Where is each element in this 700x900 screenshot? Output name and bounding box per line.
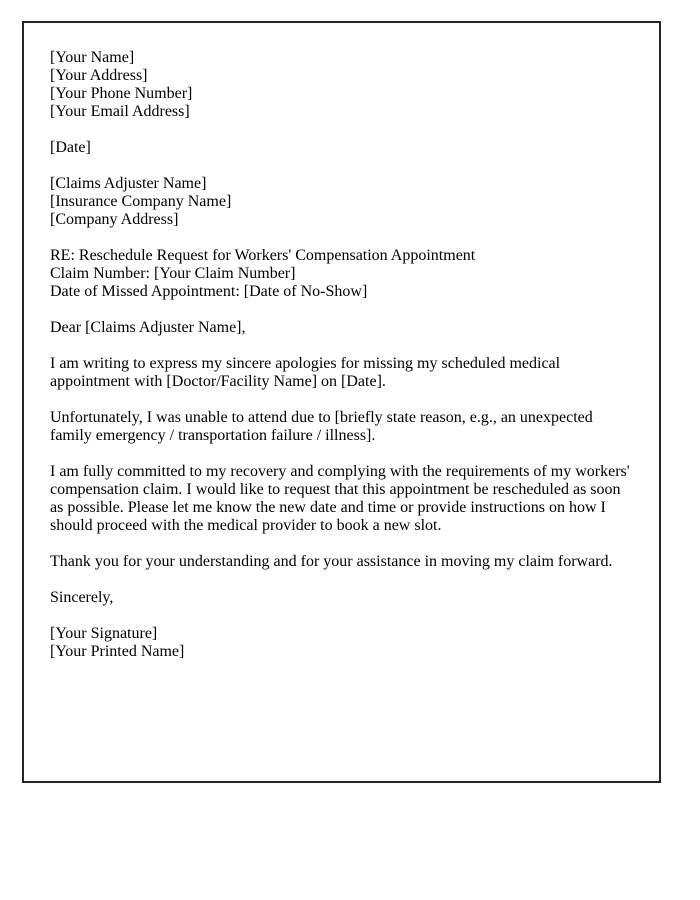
subject-block (50, 247, 633, 301)
printed-name-line: [Your Printed Name] (50, 643, 185, 660)
recipient-address-line: [Company Address] (50, 211, 179, 228)
body-paragraph-apology: I am writing to express my sincere apologies for missing my scheduled medical appointment with [Doctor/Facility Name] on [Date]. (50, 355, 561, 390)
recipient-company-line: [Insurance Company Name] (50, 193, 232, 210)
subject-re-line: RE: Reschedule Request for Workers' Compensation Appointment (50, 247, 476, 264)
subject-claim-number-line: Claim Number: [Your Claim Number] (50, 265, 296, 282)
sender-address-line: [Your Address] (50, 67, 148, 84)
body-paragraph-reason: Unfortunately, I was unable to attend due to [briefly state reason, e.g., an unexpected family emergency / transportation failure / illness]. (50, 409, 593, 444)
body-paragraph-thanks: Thank you for your understanding and for your assistance in moving my claim forward. (50, 553, 613, 570)
sender-name-line: [Your Name] (50, 49, 135, 66)
subject-missed-date-line: Date of Missed Appointment: [Date of No-Show] (50, 283, 368, 300)
body-paragraph-reschedule-request: I am fully committed to my recovery and complying with the requirements of my workers' compensation claim. I would like to request that this appointment be rescheduled as soon as possible. Please let me know the new date and time or provide instructions on how I should proceed with the medical provider to book a new slot. (50, 463, 630, 534)
closing: Sincerely, (50, 589, 114, 606)
recipient-block (50, 175, 633, 229)
salutation: Dear [Claims Adjuster Name], (50, 319, 246, 336)
recipient-adjuster-line: [Claims Adjuster Name] (50, 175, 207, 192)
signature-block (50, 625, 633, 661)
sender-block (50, 49, 633, 121)
date-block (50, 139, 633, 157)
signature-line: [Your Signature] (50, 625, 158, 642)
sender-email-line: [Your Email Address] (50, 103, 190, 120)
letter-page (22, 21, 661, 783)
sender-phone-line: [Your Phone Number] (50, 85, 193, 102)
date-line: [Date] (50, 139, 91, 156)
